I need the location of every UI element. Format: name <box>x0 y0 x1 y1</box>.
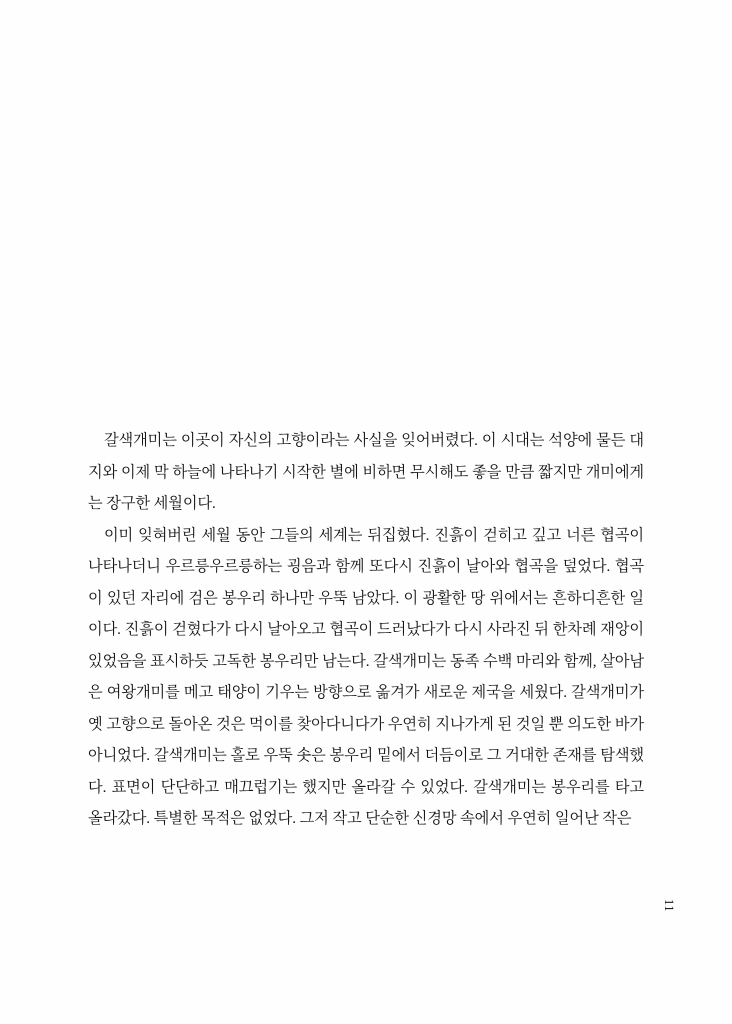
paragraph-1: 갈색개미는 이곳이 자신의 고향이라는 사실을 잊어버렸다. 이 시대는 석양에 물든 대지와 이제 막 하늘에 나타나기 시작한 별에 비하면 무시해도 좋을 만큼 짧지만 개미에게는 장구한 세월이다. <box>88 432 644 512</box>
paragraph-2: 이미 잊혀버린 세월 동안 그들의 세계는 뒤집혔다. 진흙이 걷히고 깊고 너른 협곡이 나타나더니 우르릉우르릉하는 굉음과 함께 또다시 진흙이 날아와 협곡을 덮었다. 협곡이 있던 자리에 검은 봉우리 하나만 우뚝 남았다. 이 광활한 땅 위에서는 흔하디흔한 일이다. 진흙이 걷혔다가 다시 날아오고 협곡이 드러났다가 다시 사라진 뒤 한차례 재앙이 있었음을 표시하듯 고독한 봉우리만 남는다. 갈색개미는 동족 수백 마리와 함께, 살아남은 여왕개미를 메고 태양이 기우는 방향으로 옮겨가 새로운 제국을 세웠다. 갈색개미가 옛 고향으로 돌아온 것은 먹이를 찾아다니다가 우연히 지나가게 된 것일 뿐 의도한 바가 아니었다. 갈색개미는 홀로 우뚝 솟은 봉우리 밑에서 더듬이로 그 거대한 존재를 탐색했다. 표면이 단단하고 매끄럽기는 했지만 올라갈 수 있었다. 갈색개미는 봉우리를 타고 올라갔다. 특별한 목적은 없었다. 그저 작고 단순한 신경망 속에서 우연히 일어난 작은 <box>88 526 644 827</box>
page-number: 11 <box>662 898 676 912</box>
body-text <box>88 425 644 835</box>
